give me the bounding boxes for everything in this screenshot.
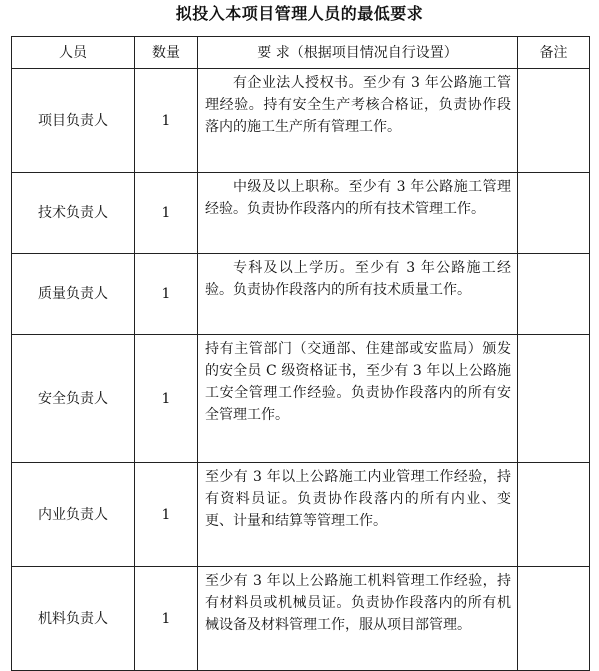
personnel-requirements-table [11, 36, 590, 671]
table-row [12, 335, 590, 463]
requirement-cell: 持有主管部门（交通部、住建部或安监局）颁发的安全员 C 级资格证书，至少有 3 年以上公路施工安全管理工作经验。负责协作段落内的所有安全管理工作。 [198, 335, 518, 463]
role-cell: 安全负责人 [12, 335, 135, 463]
quantity-cell: 1 [135, 567, 198, 671]
page-title: 拟投入本项目管理人员的最低要求 [175, 4, 424, 23]
table-row [12, 69, 590, 173]
table-header-row [12, 37, 590, 69]
note-cell [518, 254, 590, 335]
note-cell [518, 173, 590, 254]
quantity-cell: 1 [135, 173, 198, 254]
role-cell: 项目负责人 [12, 69, 135, 173]
requirement-cell: 专科及以上学历。至少有 3 年公路施工经验。负责协作段落内的所有技术质量工作。 [198, 254, 518, 335]
requirement-cell: 中级及以上职称。至少有 3 年公路施工管理经验。负责协作段落内的所有技术管理工作。 [198, 173, 518, 254]
role-cell: 技术负责人 [12, 173, 135, 254]
table-row [12, 173, 590, 254]
requirement-cell: 至少有 3 年以上公路施工内业管理工作经验，持有资料员证。负责协作段落内的所有内业、变更、计量和结算等管理工作。 [198, 463, 518, 567]
quantity-cell: 1 [135, 335, 198, 463]
header-role: 人员 [12, 37, 135, 69]
table-row [12, 463, 590, 567]
requirement-cell: 有企业法人授权书。至少有 3 年公路施工管理经验。持有安全生产考核合格证，负责协作段落内的施工生产所有管理工作。 [198, 69, 518, 173]
requirement-cell: 至少有 3 年以上公路施工机料管理工作经验，持有材料员或机械员证。负责协作段落内的所有机械设备及材料管理工作，服从项目部管理。 [198, 567, 518, 671]
table-row [12, 567, 590, 671]
note-cell [518, 69, 590, 173]
role-cell: 内业负责人 [12, 463, 135, 567]
note-cell [518, 335, 590, 463]
role-cell: 质量负责人 [12, 254, 135, 335]
note-cell [518, 463, 590, 567]
note-cell [518, 567, 590, 671]
header-note: 备注 [518, 37, 590, 69]
role-cell: 机料负责人 [12, 567, 135, 671]
quantity-cell: 1 [135, 254, 198, 335]
table-row [12, 254, 590, 335]
header-quantity: 数量 [135, 37, 198, 69]
quantity-cell: 1 [135, 69, 198, 173]
header-requirement: 要 求（根据项目情况自行设置） [198, 37, 518, 69]
quantity-cell: 1 [135, 463, 198, 567]
